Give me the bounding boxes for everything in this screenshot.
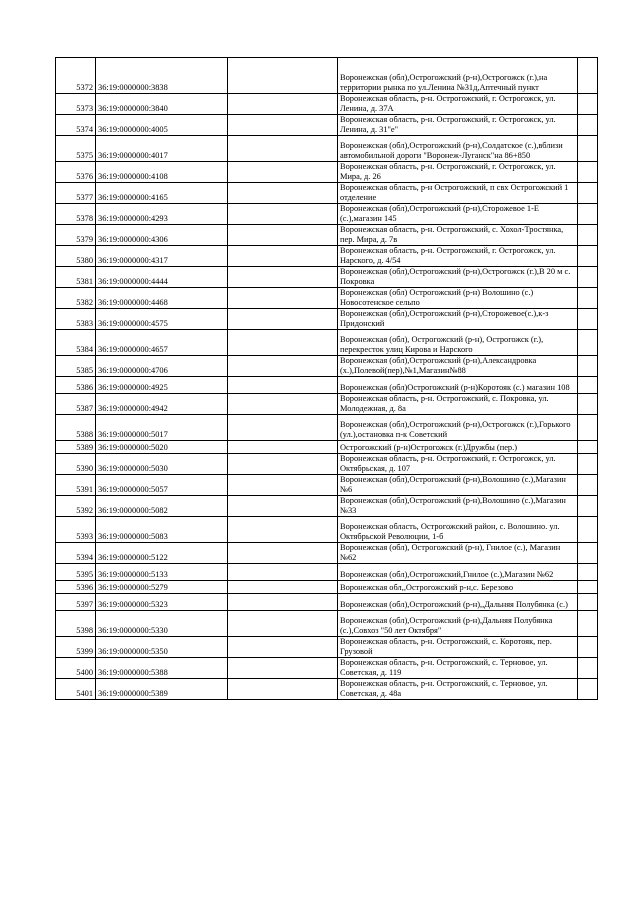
empty-cell: [578, 58, 598, 94]
empty-cell: [228, 658, 338, 679]
address-cell: Воронежская (обл),Острогожский (р-н),Сторожевое 1-Е (с.),магазин 145: [338, 204, 578, 225]
empty-cell: [228, 637, 338, 658]
empty-cell: [578, 246, 598, 267]
table-row: [56, 581, 598, 594]
row-number: 5388: [56, 415, 96, 441]
table-row: [56, 204, 598, 225]
row-number: 5378: [56, 204, 96, 225]
row-number: 5397: [56, 594, 96, 611]
table-row: [56, 162, 598, 183]
empty-cell: [228, 454, 338, 475]
cadastral-number: 36:19:0000000:4306: [96, 225, 228, 246]
empty-cell: [228, 415, 338, 441]
address-cell: Воронежская (обл), Острогожский (р-н), Гнилое (с.), Магазин №62: [338, 543, 578, 564]
row-number: 5385: [56, 356, 96, 377]
table-row: [56, 658, 598, 679]
address-cell: Воронежская область, р-н. Острогожский, с. Хохол-Тростянка, пер. Мира, д. 7в: [338, 225, 578, 246]
address-cell: Воронежская область, р-н. Острогожский, г. Острогожск, ул. Октябрьская, д. 107: [338, 454, 578, 475]
address-cell: Воронежская (обл),Острогожский (р-н),,Дальняя Полубянка (с.): [338, 594, 578, 611]
table-row: [56, 454, 598, 475]
row-number: 5384: [56, 330, 96, 356]
address-cell: Воронежская область, р-н. Острогожский, г. Острогожск, ул. Ленина, д. 31"е": [338, 115, 578, 136]
cadastral-number: 36:19:0000000:5122: [96, 543, 228, 564]
empty-cell: [228, 225, 338, 246]
row-number: 5372: [56, 58, 96, 94]
empty-cell: [228, 377, 338, 394]
cadastral-number: 36:19:0000000:5020: [96, 441, 228, 454]
empty-cell: [578, 136, 598, 162]
address-cell: Воронежская область, р-н Острогожский, п свх Острогожский 1 отделение: [338, 183, 578, 204]
address-cell: Воронежская (обл),Острогожский (р-н),Острогожск (г.),Горького (ул.),остановка п-к Советский: [338, 415, 578, 441]
cadastral-number: 36:19:0000000:4017: [96, 136, 228, 162]
table-row: [56, 637, 598, 658]
empty-cell: [578, 679, 598, 700]
cadastral-number: 36:19:0000000:4317: [96, 246, 228, 267]
empty-cell: [578, 441, 598, 454]
row-number: 5398: [56, 611, 96, 637]
row-number: 5400: [56, 658, 96, 679]
empty-cell: [578, 288, 598, 309]
empty-cell: [578, 330, 598, 356]
empty-cell: [578, 377, 598, 394]
empty-cell: [578, 658, 598, 679]
row-number: 5399: [56, 637, 96, 658]
address-cell: Воронежская (обл),Острогожский (р-н),Дальняя Полубянка (с.),Совхоз "50 лет Октября": [338, 611, 578, 637]
row-number: 5373: [56, 94, 96, 115]
row-number: 5396: [56, 581, 96, 594]
empty-cell: [578, 594, 598, 611]
table-row: [56, 309, 598, 330]
cadastral-number: 36:19:0000000:5279: [96, 581, 228, 594]
empty-cell: [228, 136, 338, 162]
row-number: 5401: [56, 679, 96, 700]
empty-cell: [228, 564, 338, 581]
table-row: [56, 115, 598, 136]
empty-cell: [578, 564, 598, 581]
table-row: [56, 356, 598, 377]
empty-cell: [228, 330, 338, 356]
address-cell: Воронежская область, р-н. Острогожский, с. Терновое, ул. Советская, д. 119: [338, 658, 578, 679]
table-row: [56, 679, 598, 700]
cadastral-number: 36:19:0000000:4575: [96, 309, 228, 330]
row-number: 5380: [56, 246, 96, 267]
row-number: 5391: [56, 475, 96, 496]
empty-cell: [228, 581, 338, 594]
table-row: [56, 543, 598, 564]
empty-cell: [228, 246, 338, 267]
cadastral-number: 36:19:0000000:4657: [96, 330, 228, 356]
empty-cell: [228, 58, 338, 94]
row-number: 5377: [56, 183, 96, 204]
empty-cell: [228, 356, 338, 377]
cadastral-number: 36:19:0000000:5083: [96, 517, 228, 543]
table-row: [56, 496, 598, 517]
cadastral-number: 36:19:0000000:5017: [96, 415, 228, 441]
empty-cell: [578, 454, 598, 475]
row-number: 5379: [56, 225, 96, 246]
empty-cell: [578, 225, 598, 246]
table-row: [56, 415, 598, 441]
table-row: [56, 94, 598, 115]
cadastral-number: 36:19:0000000:4925: [96, 377, 228, 394]
address-cell: Острогожский (р-н)Острогожск (г.)Дружбы (пер.): [338, 441, 578, 454]
row-number: 5383: [56, 309, 96, 330]
cadastral-number: 36:19:0000000:5389: [96, 679, 228, 700]
address-cell: Воронежская область, р-н. Острогожский, с. Покровка, ул. Молодежная, д. 8а: [338, 394, 578, 415]
empty-cell: [228, 115, 338, 136]
empty-cell: [228, 441, 338, 454]
empty-cell: [228, 162, 338, 183]
row-number: 5381: [56, 267, 96, 288]
cadastral-number: 36:19:0000000:4005: [96, 115, 228, 136]
address-cell: Воронежская (обл),Острогожский (р-н),Волошино (с.),Магазин №6: [338, 475, 578, 496]
row-number: 5374: [56, 115, 96, 136]
address-cell: Воронежская область, р-н. Острогожский, г. Острогожск, ул. Мира, д. 26: [338, 162, 578, 183]
address-cell: Воронежская область, р-н. Острогожский, с. Коротояк, пер. Грузовой: [338, 637, 578, 658]
cadastral-number: 36:19:0000000:4706: [96, 356, 228, 377]
empty-cell: [578, 115, 598, 136]
row-number: 5389: [56, 441, 96, 454]
address-cell: Воронежская (обл) Острогожский (р-н) Волошино (с.) Новосотенское сельпо: [338, 288, 578, 309]
cadastral-number: 36:19:0000000:5350: [96, 637, 228, 658]
row-number: 5395: [56, 564, 96, 581]
cadastral-number: 36:19:0000000:4468: [96, 288, 228, 309]
address-cell: Воронежская область, р-н. Острогожский, с. Терновое, ул. Советская, д. 48а: [338, 679, 578, 700]
table-row: [56, 330, 598, 356]
cadastral-number: 36:19:0000000:4108: [96, 162, 228, 183]
row-number: 5382: [56, 288, 96, 309]
address-cell: Воронежская (обл),Острогожский (р-н),Александровка (х.),Полевой(пер),№1,Магазин№88: [338, 356, 578, 377]
empty-cell: [578, 517, 598, 543]
row-number: 5393: [56, 517, 96, 543]
empty-cell: [228, 288, 338, 309]
empty-cell: [228, 309, 338, 330]
table-row: [56, 441, 598, 454]
table-row: [56, 267, 598, 288]
cadastral-number: 36:19:0000000:5388: [96, 658, 228, 679]
address-cell: Воронежская (обл)Острогожский (р-н)Коротояк (с.) магазин 108: [338, 377, 578, 394]
table-row: [56, 517, 598, 543]
cadastral-number: 36:19:0000000:5323: [96, 594, 228, 611]
address-cell: Воронежская область, р-н. Острогожский, г. Острогожск, ул. Ленина, д. 37А: [338, 94, 578, 115]
cadastral-number: 36:19:0000000:4293: [96, 204, 228, 225]
table-row: [56, 377, 598, 394]
cadastral-number: 36:19:0000000:4165: [96, 183, 228, 204]
address-cell: Воронежская (обл),Острогожский (р-н),Солдатское (с.),вблизи автомобильной дороги "Воронеж-Луганск"на 86+850: [338, 136, 578, 162]
empty-cell: [578, 475, 598, 496]
cadastral-number: 36:19:0000000:3840: [96, 94, 228, 115]
empty-cell: [578, 204, 598, 225]
row-number: 5386: [56, 377, 96, 394]
table-row: [56, 136, 598, 162]
empty-cell: [228, 594, 338, 611]
empty-cell: [228, 267, 338, 288]
empty-cell: [228, 394, 338, 415]
cadastral-number: 36:19:0000000:3838: [96, 58, 228, 94]
cadastral-number: 36:19:0000000:4444: [96, 267, 228, 288]
empty-cell: [578, 162, 598, 183]
row-number: 5387: [56, 394, 96, 415]
empty-cell: [578, 611, 598, 637]
address-cell: Воронежская (обл),Острогожский (р-н),Острогожск (г.),В 20 м с. Покровка: [338, 267, 578, 288]
empty-cell: [578, 637, 598, 658]
empty-cell: [578, 94, 598, 115]
address-cell: Воронежская область, Острогожский район, с. Волошино. ул. Октябрьской Революции, 1-б: [338, 517, 578, 543]
address-cell: Воронежская (обл),Острогожский,Гнилое (с.),Магазин №62: [338, 564, 578, 581]
empty-cell: [578, 415, 598, 441]
table-row: [56, 246, 598, 267]
empty-cell: [228, 496, 338, 517]
registry-table: [55, 57, 598, 700]
table-row: [56, 594, 598, 611]
table-row: [56, 225, 598, 246]
empty-cell: [228, 517, 338, 543]
row-number: 5392: [56, 496, 96, 517]
address-cell: Воронежская обл,,Острогожский р-н,с. Березово: [338, 581, 578, 594]
empty-cell: [578, 309, 598, 330]
table-row: [56, 475, 598, 496]
row-number: 5394: [56, 543, 96, 564]
empty-cell: [578, 267, 598, 288]
address-cell: Воронежская (обл),Острогожский (р-н),Острогожск (г.),на территории рынка по ул.Ленина №31д,Аптечный пункт: [338, 58, 578, 94]
empty-cell: [578, 543, 598, 564]
table-row: [56, 611, 598, 637]
empty-cell: [228, 183, 338, 204]
address-cell: Воронежская (обл),Острогожский (р-н),Волошино (с.),Магазин №33: [338, 496, 578, 517]
address-cell: Воронежская область, р-н. Острогожский, г. Острогожск, ул. Нарского, д. 4/54: [338, 246, 578, 267]
table-row: [56, 394, 598, 415]
cadastral-number: 36:19:0000000:5082: [96, 496, 228, 517]
empty-cell: [228, 475, 338, 496]
table-row: [56, 58, 598, 94]
address-cell: Воронежская (обл),Острогожский (р-н),Сторожевое(с.),к-з Придонский: [338, 309, 578, 330]
table-row: [56, 564, 598, 581]
empty-cell: [228, 543, 338, 564]
table-row: [56, 183, 598, 204]
empty-cell: [228, 94, 338, 115]
empty-cell: [228, 679, 338, 700]
cadastral-number: 36:19:0000000:5133: [96, 564, 228, 581]
address-cell: Воронежская (обл), Острогожский (р-н), Острогожск (г.), перекресток улиц Кирова и Нарского: [338, 330, 578, 356]
cadastral-number: 36:19:0000000:5330: [96, 611, 228, 637]
empty-cell: [578, 183, 598, 204]
empty-cell: [228, 611, 338, 637]
empty-cell: [578, 581, 598, 594]
table-row: [56, 288, 598, 309]
row-number: 5390: [56, 454, 96, 475]
empty-cell: [578, 394, 598, 415]
row-number: 5376: [56, 162, 96, 183]
empty-cell: [578, 496, 598, 517]
row-number: 5375: [56, 136, 96, 162]
empty-cell: [578, 356, 598, 377]
empty-cell: [228, 204, 338, 225]
cadastral-number: 36:19:0000000:5057: [96, 475, 228, 496]
cadastral-number: 36:19:0000000:4942: [96, 394, 228, 415]
cadastral-number: 36:19:0000000:5030: [96, 454, 228, 475]
